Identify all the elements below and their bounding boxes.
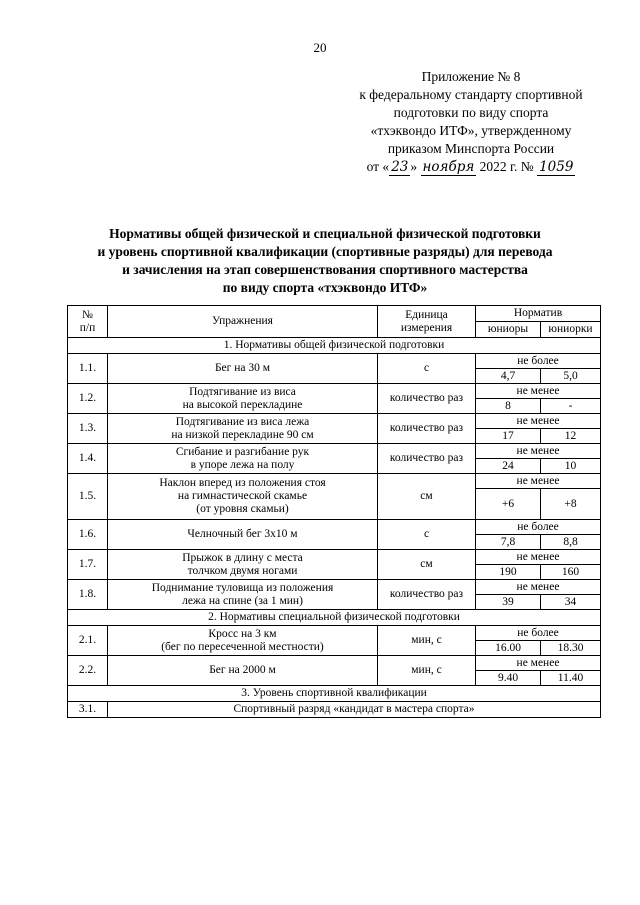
table-row [68, 384, 601, 399]
row-value-m: 39 [476, 595, 541, 610]
row-num: 2.2. [68, 656, 108, 686]
row-value-f: 10 [541, 459, 601, 474]
table-row [68, 626, 601, 641]
row-unit: количество раз [378, 580, 476, 610]
section-title: 2. Нормативы специальной физической подготовки [68, 610, 601, 626]
row-value-f: 11.40 [541, 671, 601, 686]
table-row [68, 474, 601, 489]
appendix-line: подготовки по виду спорта [393, 105, 549, 120]
row-value-f: 34 [541, 595, 601, 610]
appendix-header [340, 68, 602, 176]
row-exercise: Поднимание туловища из положения лежа на спине (за 1 мин) [108, 580, 378, 610]
row-value-f: 8,8 [541, 535, 601, 550]
row-unit: см [378, 474, 476, 520]
row-exercise: Бег на 2000 м [108, 656, 378, 686]
header-juniors-m: юниоры [476, 322, 541, 338]
row-num: 1.2. [68, 384, 108, 414]
handwritten-month: ноября [422, 159, 475, 175]
appendix-line: «тхэквондо ИТФ», утвержденному [370, 123, 572, 138]
row-value-m: +6 [476, 489, 541, 520]
header-exercise: Упражнения [108, 306, 378, 338]
handwritten-day: 23 [391, 159, 409, 175]
row-condition: не менее [476, 550, 601, 565]
title-line: Нормативы общей физической и специальной физической подготовки [109, 226, 541, 241]
row-condition: не более [476, 626, 601, 641]
row-value-m: 7,8 [476, 535, 541, 550]
row-num: 1.6. [68, 520, 108, 550]
row-value-m: 8 [476, 399, 541, 414]
row-value-m: 4,7 [476, 369, 541, 384]
table-row [68, 414, 601, 429]
row-qualification: Спортивный разряд «кандидат в мастера спорта» [108, 702, 601, 718]
row-num: 3.1. [68, 702, 108, 718]
table-row [68, 550, 601, 565]
header-juniors-f: юниорки [541, 322, 601, 338]
row-condition: не менее [476, 444, 601, 459]
row-exercise: Кросс на 3 км (бег по пересеченной местности) [108, 626, 378, 656]
section-row [68, 338, 601, 354]
date-year: 2022 г. № [476, 159, 538, 174]
row-unit: см [378, 550, 476, 580]
row-condition: не менее [476, 580, 601, 595]
row-unit: количество раз [378, 444, 476, 474]
section-title: 3. Уровень спортивной квалификации [68, 686, 601, 702]
date-prefix: от « [366, 159, 390, 174]
title-line: и зачисления на этап совершенствования спортивного мастерства [122, 262, 528, 277]
section-title: 1. Нормативы общей физической подготовки [68, 338, 601, 354]
row-value-f: - [541, 399, 601, 414]
row-unit: с [378, 354, 476, 384]
row-num: 1.8. [68, 580, 108, 610]
row-num: 1.1. [68, 354, 108, 384]
row-value-f: 5,0 [541, 369, 601, 384]
row-condition: не более [476, 520, 601, 535]
row-value-m: 24 [476, 459, 541, 474]
row-unit: количество раз [378, 384, 476, 414]
row-value-f: 160 [541, 565, 601, 580]
row-num: 1.3. [68, 414, 108, 444]
appendix-line: приказом Минспорта России [387, 141, 555, 156]
row-condition: не менее [476, 656, 601, 671]
page-number: 20 [313, 40, 327, 55]
row-unit: с [378, 520, 476, 550]
header-norm: Норматив [476, 306, 601, 322]
header-unit: Единица измерения [378, 306, 476, 338]
row-condition: не менее [476, 414, 601, 429]
table-row [68, 520, 601, 535]
row-value-m: 17 [476, 429, 541, 444]
row-value-m: 9.40 [476, 671, 541, 686]
row-exercise: Бег на 30 м [108, 354, 378, 384]
document-title [60, 225, 590, 297]
row-value-f: +8 [541, 489, 601, 520]
row-num: 1.7. [68, 550, 108, 580]
table-row [68, 444, 601, 459]
table-row [68, 580, 601, 595]
row-exercise: Прыжок в длину с места толчком двумя ногами [108, 550, 378, 580]
header-num: № п/п [68, 306, 108, 338]
row-num: 2.1. [68, 626, 108, 656]
table-row [68, 656, 601, 671]
row-exercise: Челночный бег 3x10 м [108, 520, 378, 550]
table-header-row [68, 306, 601, 322]
date-mid: » [410, 159, 421, 174]
title-line: и уровень спортивной квалификации (спортивные разряды) для перевода [97, 244, 553, 259]
row-condition: не более [476, 354, 601, 369]
row-num: 1.5. [68, 474, 108, 520]
section-row [68, 686, 601, 702]
row-exercise: Подтягивание из виса лежа на низкой перекладине 90 см [108, 414, 378, 444]
appendix-date-line [340, 158, 602, 176]
table-row [68, 354, 601, 369]
row-value-f: 18.30 [541, 641, 601, 656]
row-value-m: 16.00 [476, 641, 541, 656]
row-value-f: 12 [541, 429, 601, 444]
row-condition: не менее [476, 474, 601, 489]
title-line: по виду спорта «тхэквондо ИТФ» [222, 280, 428, 295]
row-num: 1.4. [68, 444, 108, 474]
norms-table [67, 305, 601, 718]
row-value-m: 190 [476, 565, 541, 580]
section-row [68, 610, 601, 626]
row-unit: количество раз [378, 414, 476, 444]
row-unit: мин, с [378, 656, 476, 686]
row-exercise: Подтягивание из виса на высокой перекладине [108, 384, 378, 414]
row-exercise: Наклон вперед из положения стоя на гимнастической скамье (от уровня скамьи) [108, 474, 378, 520]
handwritten-order-number: 1059 [539, 159, 574, 175]
row-condition: не менее [476, 384, 601, 399]
row-exercise: Сгибание и разгибание рук в упоре лежа на полу [108, 444, 378, 474]
appendix-line: к федеральному стандарту спортивной [359, 87, 583, 102]
appendix-title: Приложение № 8 [421, 69, 521, 84]
row-unit: мин, с [378, 626, 476, 656]
table-row [68, 702, 601, 718]
